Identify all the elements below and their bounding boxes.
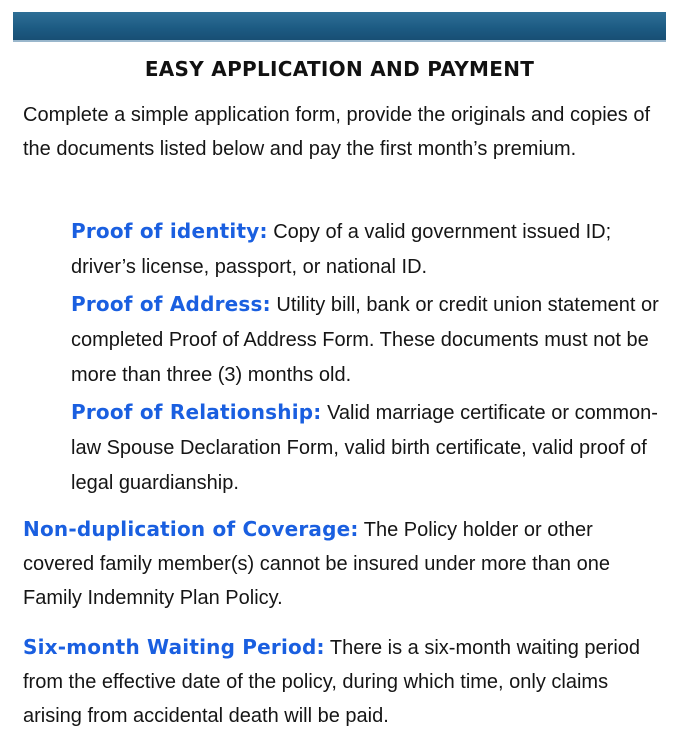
requirement-relationship-label: Proof of Relationship: bbox=[71, 400, 322, 424]
non-duplication-paragraph bbox=[23, 512, 663, 615]
section-heading: EASY APPLICATION AND PAYMENT bbox=[144, 57, 535, 81]
waiting-period-label: Six-month Waiting Period: bbox=[23, 635, 325, 659]
requirement-relationship-text: Valid marriage certificate or common-law Spouse Declaration Form, valid birth certificate, valid proof of legal guardianship. bbox=[71, 402, 658, 494]
requirement-identity-text: Copy of a valid government issued ID; driver’s license, passport, or national ID. bbox=[71, 221, 612, 278]
requirement-address-text: Utility bill, bank or credit union statement or completed Proof of Address Form. These documents must not be more than three (3) months old. bbox=[71, 294, 659, 386]
non-duplication-text: The Policy holder or other covered family member(s) cannot be insured under more than one Family Indemnity Plan Policy. bbox=[23, 519, 610, 609]
waiting-period-paragraph bbox=[23, 630, 663, 733]
requirement-address-label: Proof of Address: bbox=[71, 292, 271, 316]
intro-paragraph: Complete a simple application form, provide the originals and copies of the documents listed below and pay the first month’s premium. bbox=[23, 104, 651, 160]
requirement-relationship bbox=[71, 395, 663, 501]
non-duplication-label: Non-duplication of Coverage: bbox=[23, 517, 359, 541]
requirement-identity bbox=[71, 214, 663, 285]
waiting-period-text: There is a six-month waiting period from the effective date of the policy, during which time, only claims arising from accidental death will be paid. bbox=[23, 637, 641, 727]
requirement-address bbox=[71, 287, 663, 393]
header-bar bbox=[13, 12, 666, 42]
requirement-identity-label: Proof of identity: bbox=[71, 219, 268, 243]
